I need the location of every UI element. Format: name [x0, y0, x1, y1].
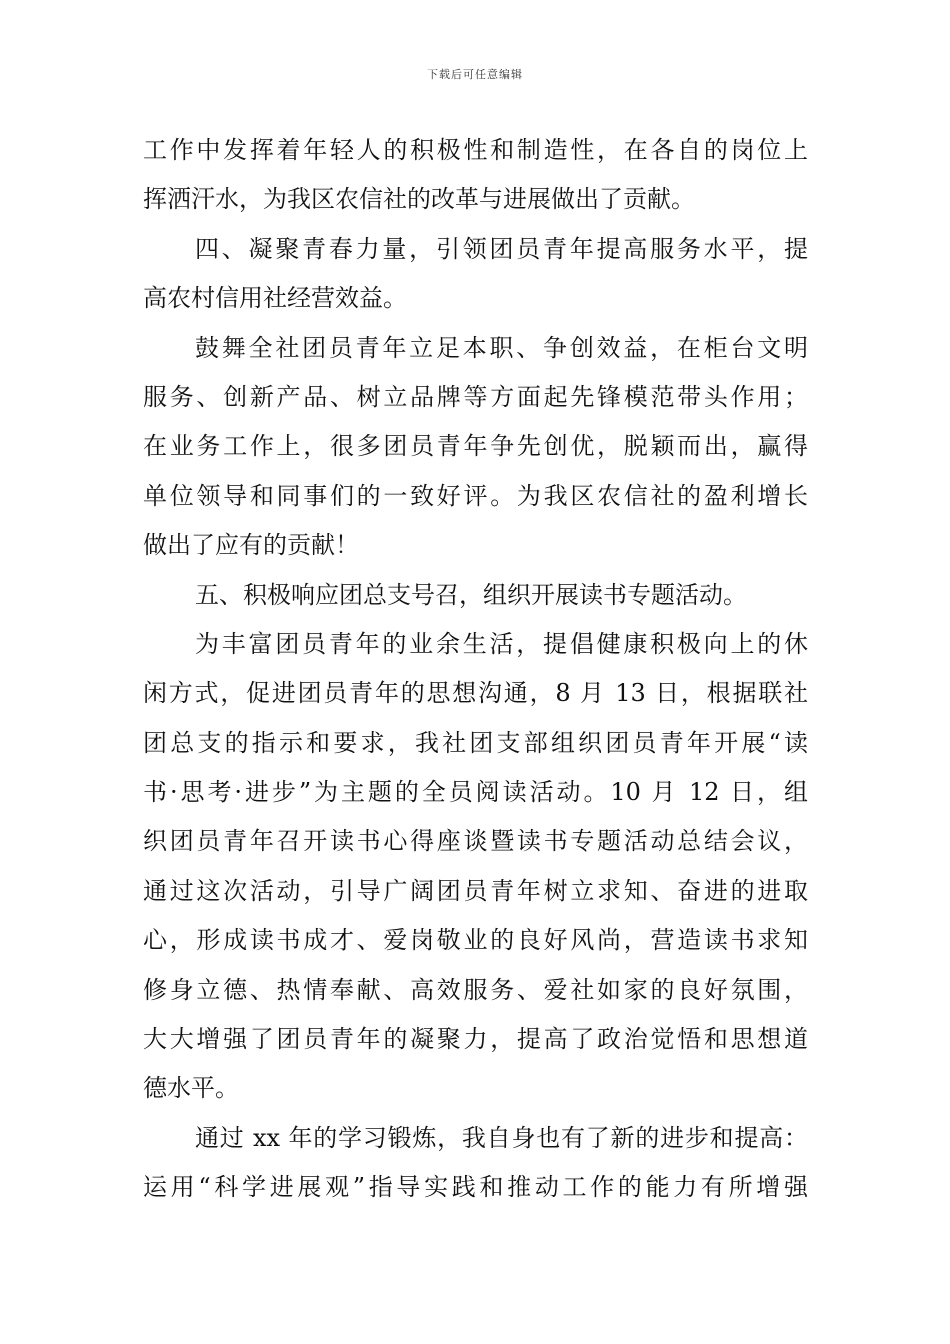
text-line: 服务、创新产品、树立品牌等方面起先锋模范带头作用； [143, 382, 808, 411]
text-line: 修身立德、热情奉献、高效服务、爱社如家的良好氛围， [143, 975, 808, 1004]
text-line: 团总支的指示和要求，我社团支部组织团员青年开展“读 [143, 728, 808, 757]
text-line: 在业务工作上，很多团员青年争先创优，脱颖而出，赢得 [143, 432, 808, 461]
text-line: 做出了应有的贡献！ [143, 531, 359, 560]
text-line: 单位领导和同事们的一致好评。为我区农信社的盈利增长 [143, 481, 808, 510]
text-line: 闲方式，促进团员青年的思想沟通，8 月 13 日，根据联社 [143, 679, 808, 708]
text-line: 德水平。 [143, 1074, 239, 1103]
text-line: 为丰富团员青年的业余生活，提倡健康积极向上的休 [195, 629, 808, 658]
text-line: 工作中发挥着年轻人的积极性和制造性，在各自的岗位上 [143, 136, 808, 164]
text-line: 高农村信用社经营效益。 [143, 284, 407, 313]
text-line: 通过 xx 年的学习锻炼，我自身也有了新的进步和提高： [195, 1123, 808, 1152]
text-line: 四、凝聚青春力量，引领团员青年提高服务水平，提 [195, 234, 808, 263]
text-line: 运用“科学进展观”指导实践和推动工作的能力有所增强 [143, 1173, 808, 1202]
page-header: 下载后可任意编辑 [427, 68, 523, 81]
text-line: 五、积极响应团总支号召，组织开展读书专题活动。 [195, 580, 747, 609]
text-line: 织团员青年召开读书心得座谈暨读书专题活动总结会议， [143, 827, 808, 856]
text-line: 大大增强了团员青年的凝聚力，提高了政治觉悟和思想道 [143, 1025, 808, 1054]
text-line: 心，形成读书成才、爱岗敬业的良好风尚，营造读书求知 [143, 926, 808, 955]
text-line: 鼓舞全社团员青年立足本职、争创效益，在柜台文明 [195, 333, 808, 362]
text-line: 通过这次活动，引导广阔团员青年树立求知、奋进的进取 [143, 876, 808, 905]
text-line: 书·思考·进步”为主题的全员阅读活动。10 月 12 日，组 [143, 778, 808, 807]
text-line: 挥洒汗水，为我区农信社的改革与进展做出了贡献。 [143, 185, 695, 214]
body-text [143, 126, 808, 1213]
